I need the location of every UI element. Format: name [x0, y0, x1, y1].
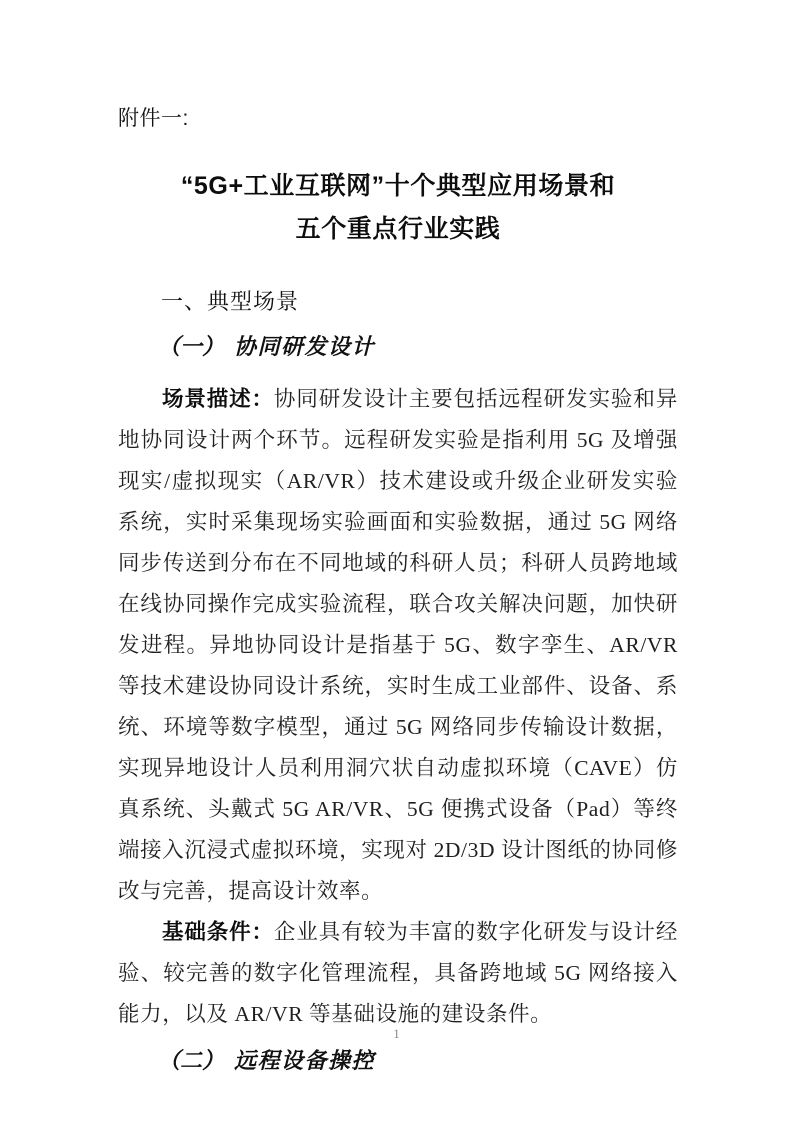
- subsection-heading-remote-equipment-control: [158, 1041, 678, 1081]
- paragraph-scene-description: [118, 379, 678, 912]
- subsection-number-2: （二）: [158, 1048, 225, 1073]
- attachment-label: 附件一:: [118, 107, 189, 130]
- scene-description-text: 协同研发设计主要包括远程研发实验和异地协同设计两个环节。远程研发实验是指利用 5G 及增强现实/虚拟现实（AR/VR）技术建设或升级企业研发实验系统，实时采集现场实验画面和实验数据，通过 5G 网络同步传送到分布在不同地域的科研人员；科研人员跨地域在线协同操作完成实验流程，联合攻关解决问题，加快研发进程。异地协同设计是指基于 5G、数字孪生、AR/VR 等技术建设协同设计系统，实时生成工业部件、设备、系统、环境等数字模型，通过 5G 网络同步传输设计数据，实现异地设计人员利用洞穴状自动虚拟环境（CAVE）仿真系统、头戴式 5G AR/VR、5G 便携式设备（Pad）等终端接入沉浸式虚拟环境，实现对 2D/3D 设计图纸的协同修改与完善，提高设计效率。: [118, 387, 678, 903]
- scene-description-label: 场景描述：: [162, 387, 274, 411]
- page-number: 1: [393, 1026, 400, 1041]
- subsection-title-1: 协同研发设计: [234, 334, 376, 359]
- basic-conditions-label: 基础条件：: [162, 920, 274, 944]
- subsection-title-2: 远程设备操控: [234, 1048, 376, 1073]
- subsection-heading-collaborative-rd-design: [158, 327, 678, 367]
- page-content: [118, 0, 678, 1081]
- basic-conditions-text: 企业具有较为丰富的数字化研发与设计经验、较完善的数字化管理流程，具备跨地域 5G 网络接入能力，以及 AR/VR 等基础设施的建设条件。: [118, 920, 678, 1026]
- page-title: [118, 165, 678, 251]
- title-line-1: “5G+工业互联网”十个典型应用场景和: [180, 172, 616, 200]
- subsection-number-1: （一）: [158, 334, 225, 359]
- section-heading-typical-scenarios: 一、典型场景: [161, 289, 300, 314]
- paragraph-basic-conditions: [118, 912, 678, 1035]
- title-line-2: 五个重点行业实践: [295, 215, 501, 243]
